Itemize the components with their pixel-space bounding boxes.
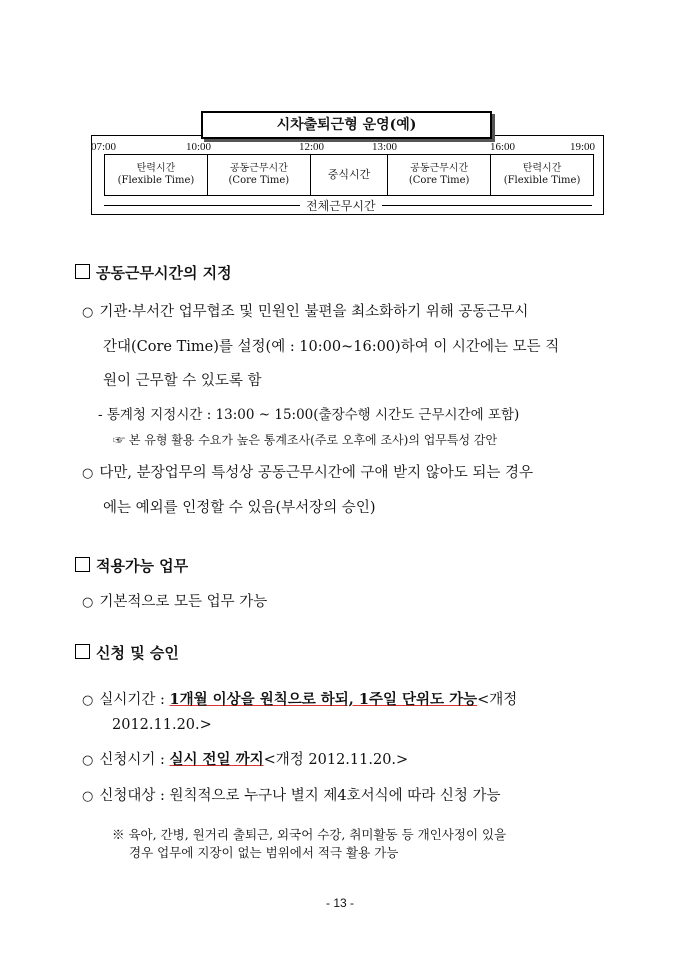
bullet-item <box>82 784 501 809</box>
bullet-text: 기본적으로 모든 업무 가능 <box>99 594 268 610</box>
underlined-text: 1개월 이상을 원칙으로 하되, 1주일 단위도 가능 <box>169 691 478 708</box>
bullet-text: 원이 근무할 수 있도록 함 <box>103 373 262 389</box>
section-title: 신청 및 승인 <box>96 644 179 662</box>
time-block <box>311 155 388 195</box>
time-block <box>208 155 311 195</box>
circle-bullet-icon: ○ <box>82 595 94 610</box>
bullet-text: 에는 예외를 인정할 수 있음(부서장의 승인) <box>103 500 376 516</box>
note-item: ☞ 본 유형 활용 수요가 높은 통계조사(주로 오후에 조사)의 업무특성 감안 <box>113 433 498 447</box>
section-title: 공동근무시간의 지정 <box>96 264 232 282</box>
time-blocks <box>104 154 594 196</box>
time-block <box>388 155 491 195</box>
note-text: 경우 업무에 지장이 없는 범위에서 적극 활용 가능 <box>129 845 399 860</box>
time-tick: 07:00 <box>91 141 117 153</box>
bullet-text: <개정 <box>477 692 518 708</box>
block-label-en: (Core Time) <box>228 175 290 186</box>
sub-item: - 통계청 지정시간 : 13:00 ~ 15:00(출장수행 시간도 근무시간에 포함) <box>98 407 520 423</box>
circle-bullet-icon: ○ <box>82 753 94 768</box>
bullet-label: 실시기간 : <box>99 692 170 708</box>
block-label: 공동근무시간 <box>229 163 288 174</box>
bullet-item <box>82 748 408 773</box>
circle-bullet-icon: ○ <box>82 693 94 708</box>
time-tick: 19:00 <box>570 141 596 153</box>
section-heading <box>75 642 179 663</box>
block-label: 탄력시간 <box>522 163 562 174</box>
time-tick: 10:00 <box>186 141 212 153</box>
block-label-en: (Flexible Time) <box>503 175 581 186</box>
section-title: 적용가능 업무 <box>96 557 189 575</box>
time-tick: 13:00 <box>372 141 398 153</box>
bullet-item <box>82 300 622 393</box>
block-label: 중식시간 <box>327 168 371 181</box>
bullet-text: 기관·부서간 업무협조 및 민원인 불편을 최소화하기 위해 공동근무시 <box>99 304 529 320</box>
work-schedule-diagram <box>0 0 680 230</box>
time-tick: 16:00 <box>490 141 516 153</box>
circle-bullet-icon: ○ <box>82 789 94 804</box>
time-block <box>491 155 593 195</box>
circle-bullet-icon: ○ <box>82 305 94 320</box>
bullet-item <box>82 461 622 520</box>
underlined-text: 실시 전일 까지 <box>169 751 264 768</box>
checkbox-square-icon <box>75 264 90 279</box>
page-number: - 13 - <box>325 896 354 910</box>
note-text: ※ 육아, 간병, 원거리 출퇴근, 외국어 수강, 취미활동 등 개인사정이 있을 <box>112 827 507 842</box>
checkbox-square-icon <box>75 557 90 572</box>
diagram-title: 시차출퇴근형 운영(예) <box>201 111 492 139</box>
bullet-text: 간대(Core Time)를 설정(예 : 10:00~16:00)하여 이 시간에는 모든 직 <box>103 339 560 355</box>
checkbox-square-icon <box>75 644 90 659</box>
bullet-text: <개정 2012.11.20.> <box>263 752 409 768</box>
bullet-label: 신청시기 : <box>99 752 170 768</box>
bullet-item <box>82 590 267 615</box>
note-item <box>112 826 506 862</box>
block-label-en: (Flexible Time) <box>117 175 195 186</box>
block-label: 공동근무시간 <box>410 163 469 174</box>
section-heading <box>75 262 232 283</box>
total-time-label: 전체근무시간 <box>300 197 382 214</box>
time-block <box>105 155 208 195</box>
bullet-item <box>82 688 627 737</box>
time-tick: 12:00 <box>299 141 325 153</box>
block-label-en: (Core Time) <box>408 175 470 186</box>
block-label: 탄력시간 <box>136 163 176 174</box>
bullet-text: 신청대상 : 원칙적으로 누구나 별지 제4호서식에 따라 신청 가능 <box>99 788 501 804</box>
bullet-text: 다만, 분장업무의 특성상 공동근무시간에 구애 받지 않아도 되는 경우 <box>99 465 534 481</box>
section-heading <box>75 555 188 576</box>
circle-bullet-icon: ○ <box>82 466 94 481</box>
bullet-text: 2012.11.20.> <box>112 717 212 733</box>
